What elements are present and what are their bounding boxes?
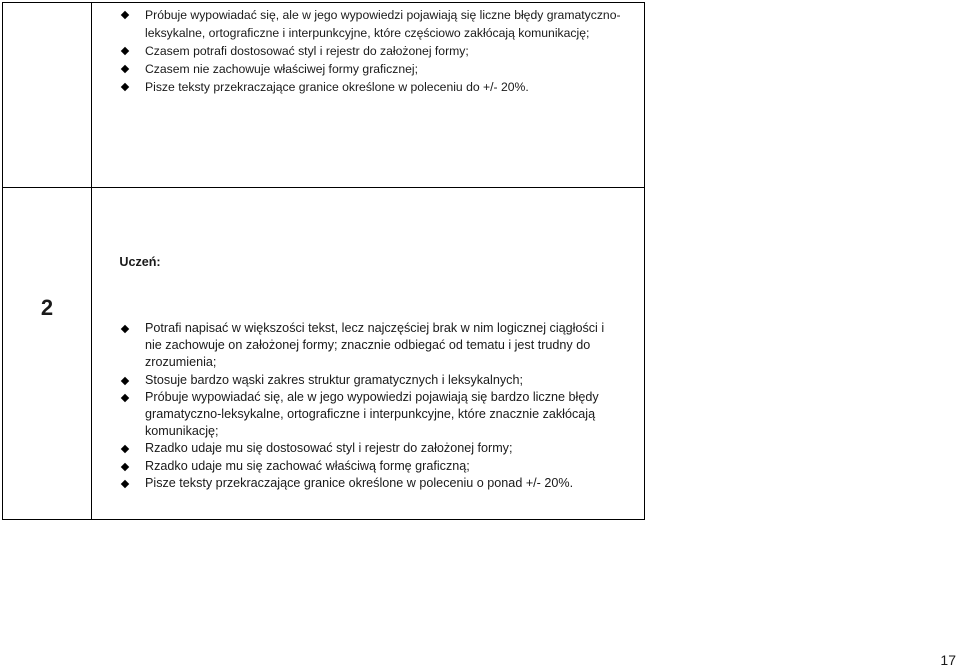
level-number: 2 bbox=[40, 295, 54, 320]
list-item: Pisze teksty przekraczające granice określone w poleceniu do +/- 20%. bbox=[119, 78, 629, 96]
list-item: Pisze teksty przekraczające granice określone w poleceniu o ponad +/- 20%. bbox=[119, 475, 624, 492]
list-item: Czasem nie zachowuje właściwej formy graficznej; bbox=[119, 60, 629, 78]
list-item: Stosuje bardzo wąski zakres struktur gramatycznych i leksykalnych; bbox=[119, 372, 624, 389]
list-item: Próbuje wypowiadać się, ale w jego wypowiedzi pojawiają się bardzo liczne błędy gramatyczno-leksykalne, ortograficzne i interpunkcyjne, które znacznie zakłócają komunikację; bbox=[119, 389, 624, 441]
list-item: Potrafi napisać w większości tekst, lecz najczęściej brak w nim logicznej ciągłości i nie zachowuje on założonej formy; znacznie odbiegać od tematu i jest trudny do zrozumienia; bbox=[119, 320, 624, 372]
list-item: Próbuje wypowiadać się, ale w jego wypowiedzi pojawiają się liczne błędy gramatyczno-leksykalne, ortograficzne i interpunkcyjne, które częściowo zakłócają komunikację; bbox=[119, 6, 629, 42]
student-label: Uczeń: bbox=[119, 255, 161, 269]
list-item: Czasem potrafi dostosować styl i rejestr do założonej formy; bbox=[119, 42, 629, 60]
criteria-table bbox=[2, 2, 645, 520]
column-divider bbox=[91, 3, 92, 519]
top-criteria-list bbox=[119, 6, 629, 96]
row-divider bbox=[3, 187, 644, 188]
list-item: Rzadko udaje mu się zachować właściwą formę graficzną; bbox=[119, 458, 624, 475]
list-item: Rzadko udaje mu się dostosować styl i rejestr do założonej formy; bbox=[119, 440, 624, 457]
bottom-criteria-list bbox=[119, 320, 624, 492]
page-number: 17 bbox=[940, 652, 956, 668]
